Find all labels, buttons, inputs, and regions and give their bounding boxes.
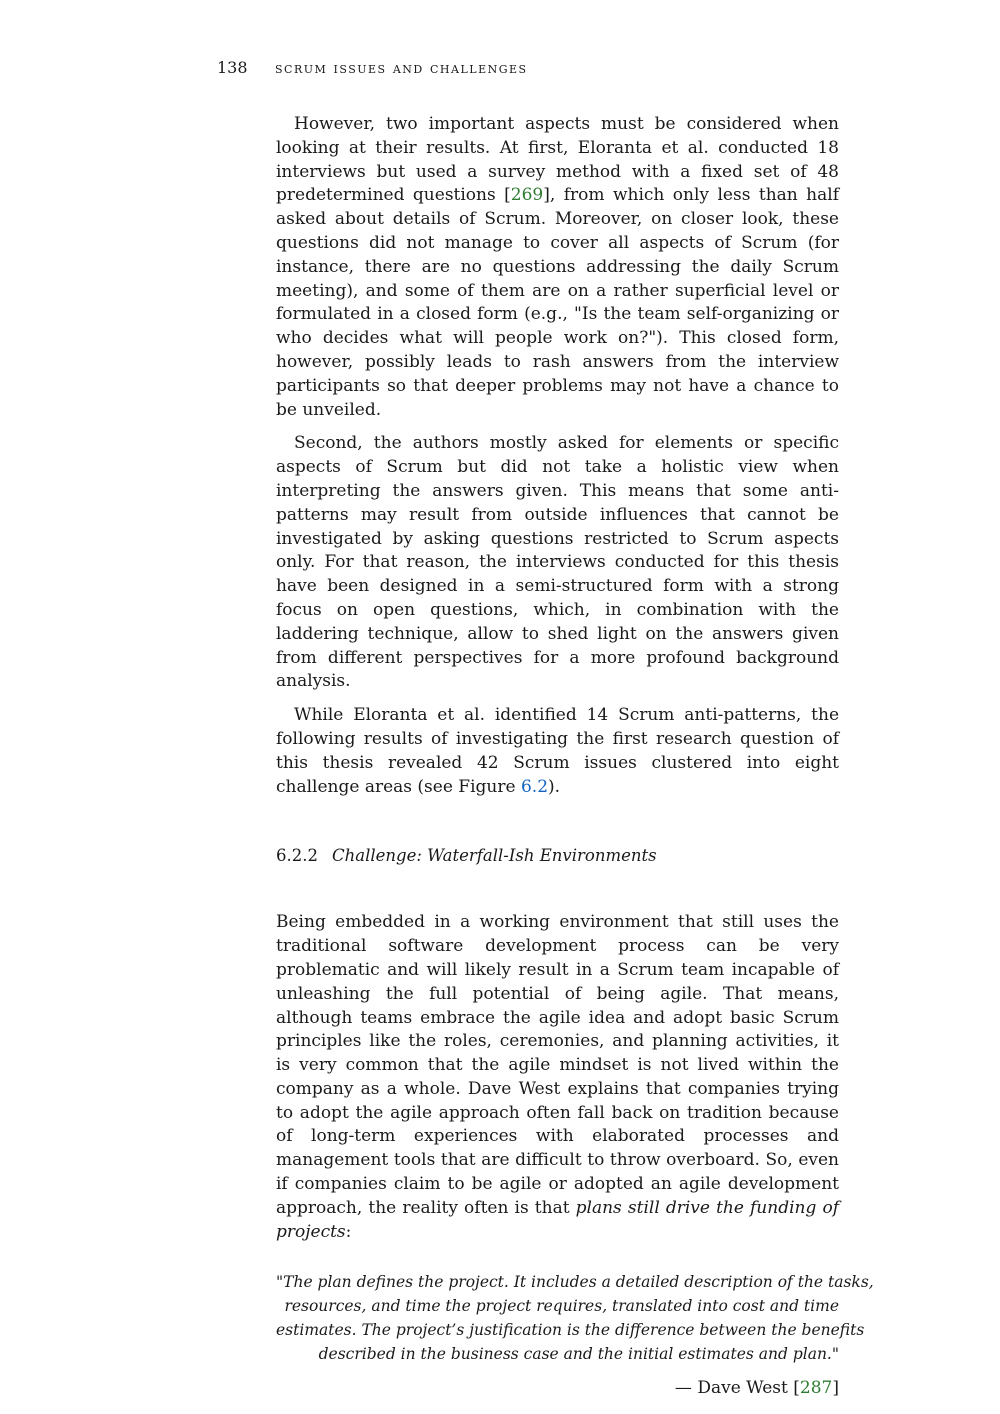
paragraph-text: However, two important aspects must be considered when looking at their results. At first, Eloranta et al. conducted 18 interviews but used a survey method with a fixed set of 48 predetermined questions [	[276, 114, 839, 206]
quote-attribution	[276, 1376, 839, 1400]
body-text	[276, 113, 874, 1400]
citation-link-269[interactable]: 269	[510, 185, 544, 206]
quote-line: described in the business case and the initial estimates and plan."	[318, 1345, 839, 1364]
quote-line: resources, and time the project requires, translated into cost and time	[284, 1297, 839, 1316]
emphasis-text: plans still drive the funding of projects	[276, 1197, 839, 1242]
paragraph-waterfall-environment	[276, 911, 839, 1244]
quote-line: estimates. The project’s justification is the difference between the benefits	[276, 1321, 865, 1340]
paragraph-holistic-view	[276, 432, 839, 694]
attribution-text: — Dave West [	[674, 1378, 800, 1399]
section-heading	[276, 845, 839, 867]
chapter-title: scrum issues and challenges	[275, 59, 528, 77]
attribution-text: ]	[832, 1378, 839, 1399]
figure-link-6-2[interactable]: 6.2	[520, 776, 549, 797]
paragraph-text: Second, the authors mostly asked for elements or specific aspects of Scrum but did not take a holistic view when interpreting the answers given. This means that some anti-patterns may result from outside influences that cannot be investigated by asking questions restricted to Scrum aspects only. For that reason, the interviews conducted for this thesis have been designed in a semi-structured form with a strong focus on open questions, which, in combination with the laddering technique, allow to shed light on the answers given from different perspectives for a more profound background analysis.	[276, 433, 839, 692]
paragraph-text: Being embedded in a working environment that still uses the traditional software development process can be very problematic and will likely result in a Scrum team incapable of unleashing the full potential of being agile. That means, although teams embrace the agile idea and adopt basic Scrum principles like the roles, ceremonies, and planning activities, it is very common that the agile mindset is not lived within the company as a whole. Dave West explains that companies trying to adopt the agile approach often fall back on tradition because of long-term experiences with elaborated processes and management tools that are difficult to throw overboard. So, even if companies claim to be agile or adopted an agile development approach, the reality often is that	[276, 912, 839, 1218]
block-quote	[276, 1270, 874, 1366]
paragraph-eloranta-critique	[276, 113, 839, 422]
paragraph-text: While Eloranta et al. identified 14 Scrum anti-patterns, the following results of investigating the first research question of this thesis revealed 42 Scrum issues clustered into eight challenge areas (see Figure	[276, 705, 839, 797]
running-header	[217, 58, 528, 78]
section-number: 6.2.2	[276, 846, 318, 866]
paragraph-text: ).	[548, 776, 561, 797]
paragraph-text: :	[345, 1221, 352, 1242]
page-number: 138	[217, 58, 248, 77]
citation-link-287[interactable]: 287	[799, 1378, 833, 1399]
paragraph-anti-patterns	[276, 704, 839, 799]
paragraph-text: ], from which only less than half asked about details of Scrum. Moreover, on closer look, these questions did not manage to cover all aspects of Scrum (for instance, there are no questions addressing the daily Scrum meeting), and some of them are on a rather superficial level or formulated in a closed form (e.g., "Is the team self-organizing or who decides what will people work on?"). This closed form, however, possibly leads to rash answers from the interview participants so that deeper problems may not have a chance to be unveiled.	[276, 185, 839, 420]
section-title: Challenge: Waterfall-Ish Environments	[331, 846, 657, 866]
quote-line: "The plan defines the project. It includes a detailed description of the tasks,	[276, 1273, 874, 1292]
